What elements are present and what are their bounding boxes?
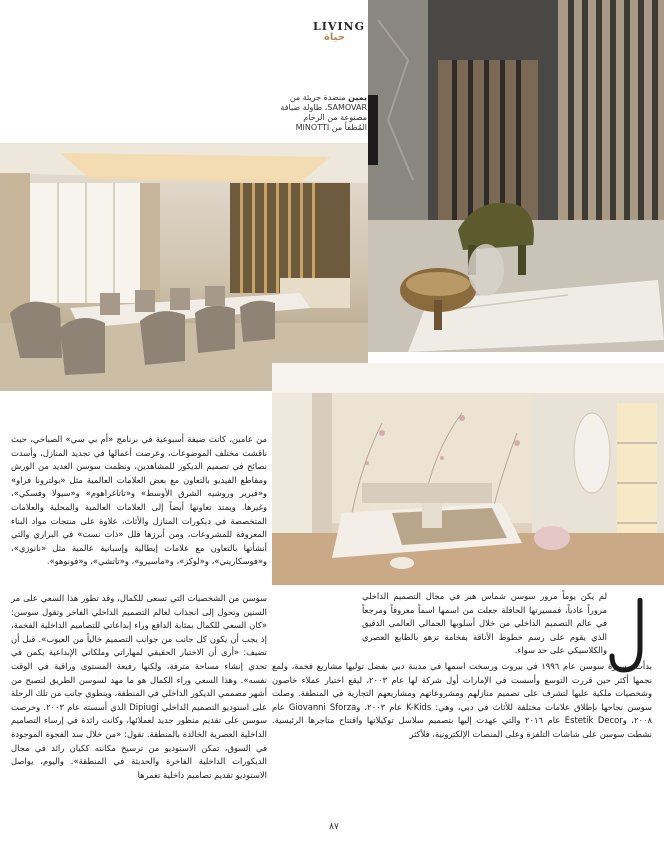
article-column-left-top	[11, 433, 267, 569]
article-column-left-bottom	[11, 592, 267, 782]
article-column-right	[272, 660, 652, 742]
dining-photo-illustration	[0, 143, 368, 391]
drop-cap	[608, 598, 656, 676]
article-intro	[362, 590, 607, 658]
lounge-photo-illustration	[368, 0, 664, 352]
section-title-ar: حياة	[324, 32, 345, 43]
photo-caption	[280, 93, 367, 133]
dining-photo	[0, 143, 368, 391]
bedroom-photo	[272, 363, 664, 585]
article-paragraph: لم يكن يوماً مرور سوسن شماس هبر في مجال التصميم الداخلي مروراً عادياً، فمسيرتها الحافلة جعلت من اسمها اسماً معروفاً ومرجعاً في عالم التصميم الداخلي من خلال أسلوبها الجمالي العالمي الدقيق الذي يقوم على رسم خطوط الأناقة بفخامة تزهو بالطابع العصري والكلاسيكي على حد سواء.	[362, 591, 607, 656]
bedroom-photo-illustration	[272, 363, 664, 585]
lounge-photo	[368, 0, 664, 352]
drop-cap-glyph	[608, 598, 656, 676]
article-paragraph: سوسن من الشخصيات التي تسعى للكمال، وقد تطور هذا السعي على مر السنين وتحول إلى انجذاب لعالم التصميم الداخلي الفاخر وتقول سوسن: «كان السعي للكمال بمثابة الدافع وراء إبداعاتي للتصاميم الداخلية الفخمة، إذ يجب أن يكون كل جانب من جوانب التصميم خالياً من العيوب». قبل أن تضيف: «أرى أن الاختبار الحقيقي لمهاراتي وملكاتي الإبداعية يكمن في تحدي إنشاء مساحة مترفة، ولكنها رفيعة المستوى وراقية في الوقت نفسه». وهذا السعي وراء الكمال هو ما مهد لسوسن الطريق لتصبح من أشهر مصممي الديكور الداخلي في المنطقة، وينطوي جانب من تلك الرحلة على استوديو التصميم الداخلي Dipiugi الذي أسسته عام ٢٠٠٣. وحرصت سوسن على تقديم منظور جديد لعملائها، وكانت رائدة في إرساء التصاميم الداخلية العصرية الخالدة بالمنطقة. تقول: «من خلال سد الفجوة الموجودة في السوق، تمكن الاستوديو من ترسيخ مكانته ككيان رائد في مجال الديكورات الداخلية الفاخرة والحديثة في المنطقة». واليوم، يواصل الاستوديو تقديم تصاميم داخلية تغمرها	[11, 593, 267, 780]
article-paragraph: من عامين، كانت ضيفة أسبوعية في برنامج «أم بي سي» الصباحي، حيث ناقشت مختلف الموضوعات، وعرضت أعمالها في تجديد المنازل، وأسدت نصائح في تصميم الديكور للمشاهدين، ونظمت سوسن العديد من الورش ومقاطع الفيديو بالتعاون مع بعض العلامات العالمية مثل «بولترونا فراو» و«فيرير وروشيه الشرق الأوسط» و«تاتاغراهوم» و«سيولا وفسكي»، وغيرها. ويمتد تعاونها أيضاً إلى العلامات العالمية والمحلية والعلامات المتخصصة في ديكورات المنازل والأثاث، علاوة على منتجات مواد البناء المعروفة للمشروعات، ومن أبرزها فلل «ذات نست» في البراري والتي أنشأتها بالتعاون مع علامات إيطالية وإسبانية عالمية مثل «نانوزي»، و«فوسكاريني»، و«لوكز»، و«ماسيرو»، و«تاتشي»، و«فونوهو».	[11, 434, 267, 567]
caption-lead: يمين	[348, 93, 367, 102]
section-title-en: LIVING	[313, 20, 366, 33]
page-number: ٨٧	[329, 822, 339, 832]
article-paragraph: بدأت مسيرة سوسن عام ١٩٩٦ في بيروت ورسخت اسمها في مدينة دبي بفضل توليها مشاريع فخمة، ولمع نجمها أكثر حين قررت التوسع وأسست في الإمارات أول شركة لها عام ٢٠٠٣، ليقع اختيار عملاء خاصون وشخصيات ملكية عليها لتشرف على تصميم منازلهم ومشروعاتهم ومشاريعهم التجارية في المنطقة. وصلت سوسن نجاحها بإطلاق علامات مختلفة للأثاث في دبي، وهي: K-Kids عام ٢٠٠٣، وGiovanni Sforza عام ٢٠٠٨، وEstetik Decor عام ٢٠١٦ والتي عهدت إليها بتصميم سلاسل توكيلاتها وافتتاح متاجرها الرئيسية. نشطت سوسن على شاشات التلفزة وعلى المنصات الإلكترونية، فلأكثر	[272, 661, 652, 739]
caption-text: منضدة جريئة من SAMOVAR، طاولة ضيافة مصنوعة من الرخام المُطفأ من MINOTTI	[280, 93, 367, 132]
